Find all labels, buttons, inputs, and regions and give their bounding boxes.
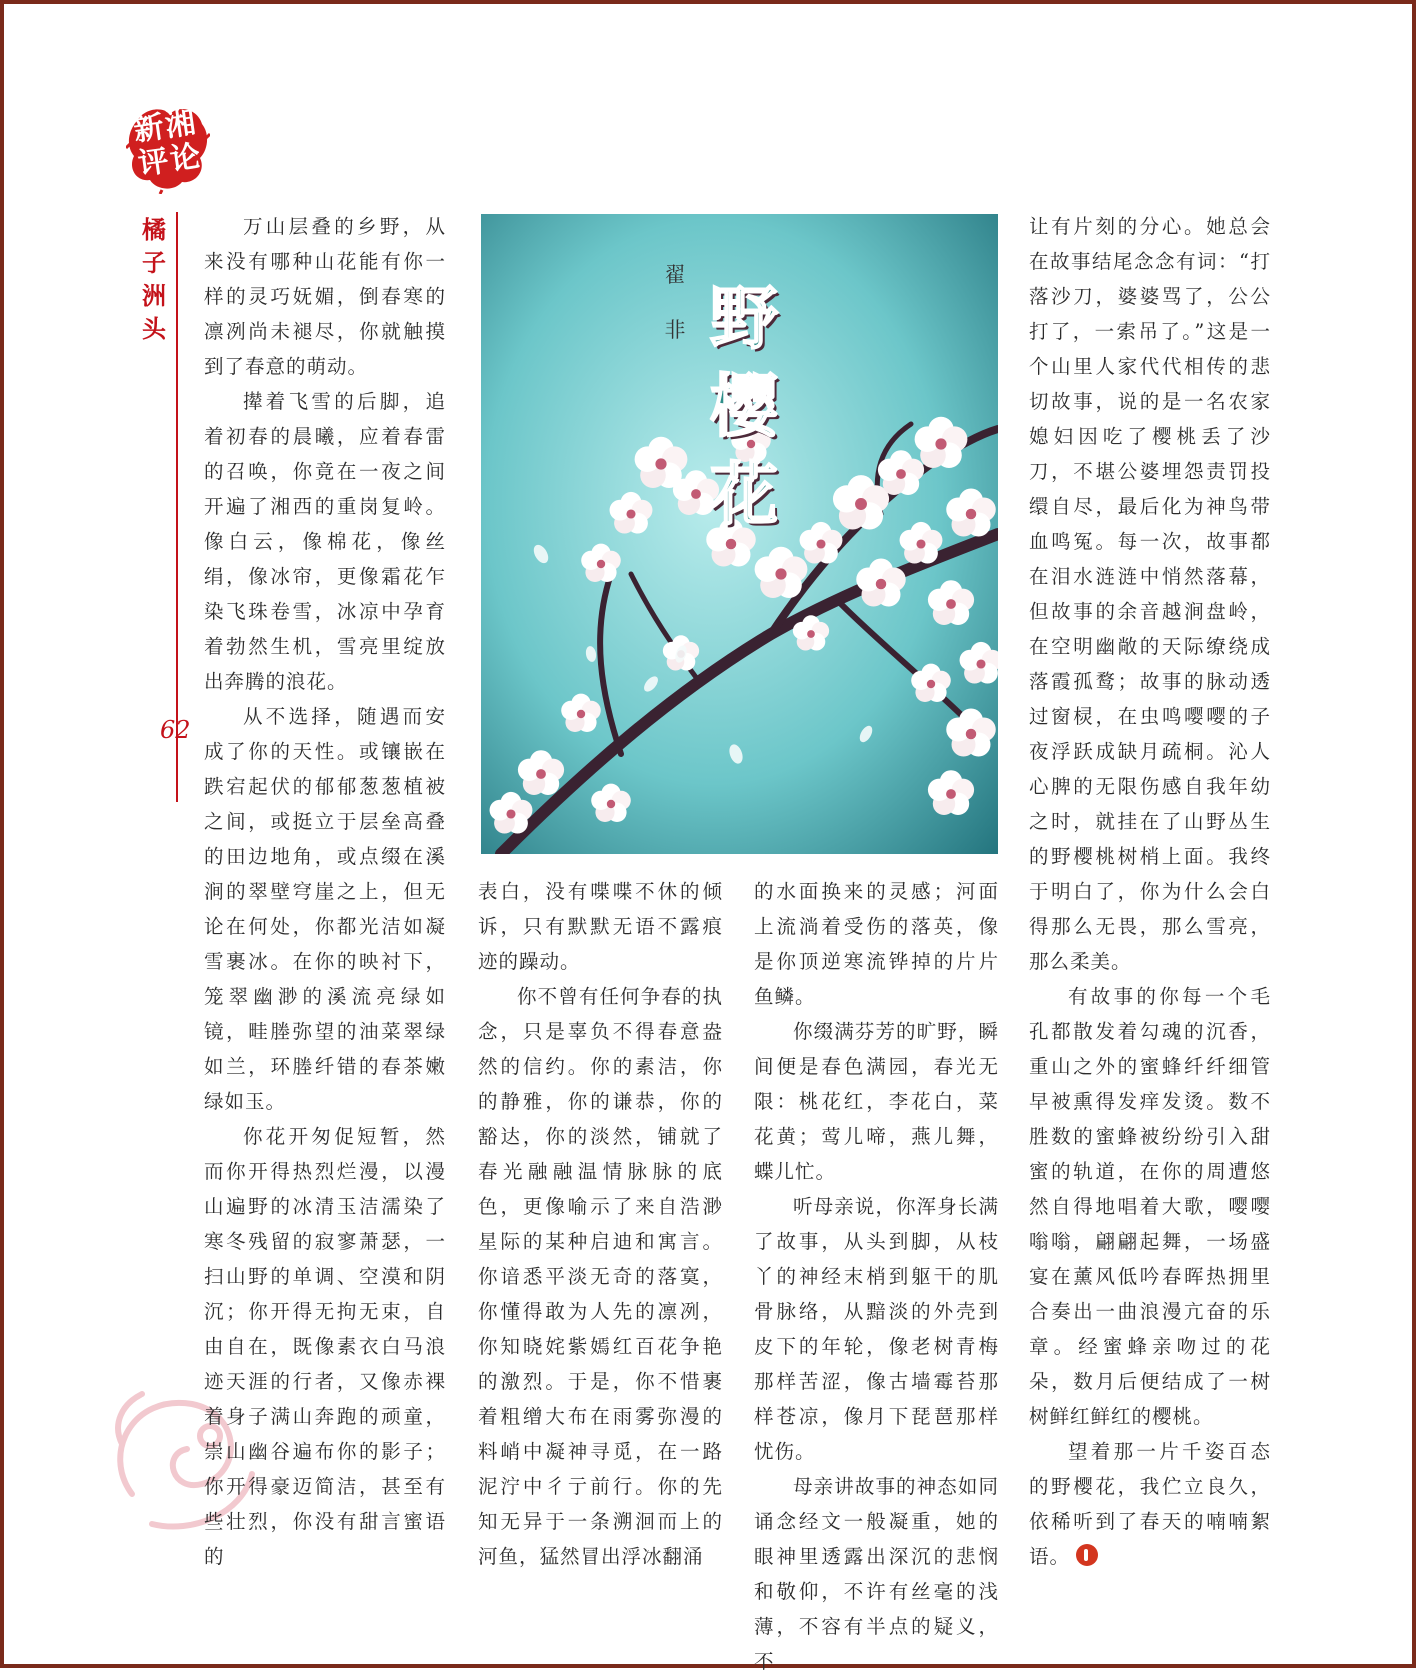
paragraph: 你花开匆促短暂，然而你开得热烈烂漫，以漫山遍野的冰清玉洁濡染了寒冬残留的寂寥萧瑟，一扫山野的单调、空漠和阴沉；你开得无拘无束，自由自在，既像素衣白马浪迹天涯的行者，又像赤裸着身子满山奔跑的顽童，崇山幽谷遍布你的影子；你开得豪迈简洁，甚至有些壮烈，你没有甜言蜜语的	[204, 1125, 446, 1568]
paragraph: 让有片刻的分心。她总会在故事结尾念念有词：“打落沙刀，婆婆骂了，公公打了，一索吊了。”这是一个山里人家代代相传的悲切故事，说的是一名农家媳妇因吃了樱桃丢了沙刀，不堪公婆埋怨责罚投缳自尽，最后化为神鸟带血鸣冤。每一次，故事都在泪水涟涟中悄然落幕，但故事的余音越涧盘岭，在空明幽敞的天际缭绕成落霞孤鹜；故事的脉动透过窗棂，在虫鸣嘤嘤的子夜浮跃成缺月疏桐。沁人心脾的无限伤感自我年幼之时，就挂在了山野丛生的野樱桃树梢上面。我终于明白了，你为什么会白得那么无畏，那么雪亮，那么柔美。	[1029, 215, 1271, 973]
logo-text: 新湘评论	[131, 104, 205, 183]
paragraph: 撵着飞雪的后脚，追着初春的晨曦，应着春雷的召唤，你竟在一夜之间开遍了湘西的重岗复岭。像白云，像棉花，像丝绢，像冰帘，更像霜花乍染飞珠卷雪，冰凉中孕育着勃然生机，雪亮里绽放出奔腾的浪花。	[204, 390, 446, 693]
paragraph: 听母亲说，你浑身长满了故事，从头到脚，从枝丫的神经末梢到躯干的肌骨脉络，从黯淡的外壳到皮下的年轮，像老树青梅那样苦涩，像古墙霉苔那样苍凉，像月下琵琶那样忧伤。	[754, 1195, 999, 1463]
page-number: 62	[160, 716, 191, 744]
article-column-2	[478, 874, 723, 1574]
article-title: 野樱花	[709, 280, 778, 535]
paragraph: 万山层叠的乡野，从来没有哪种山花能有你一样的灵巧妩媚，倒春寒的凛冽尚未褪尽，你就触摸到了春意的萌动。	[204, 215, 446, 378]
article-column-4	[1029, 209, 1271, 1574]
paragraph: 你不曾有任何争春的执念，只是辜负不得春意盎然的信约。你的素洁，你的静雅，你的谦恭，你的豁达，你的淡然，铺就了春光融融温情脉脉的底色，更像喻示了来自浩渺星际的某种启迪和寓言。你谙悉平淡无奇的落寞，你懂得敢为人先的凛冽，你知晓姹紫嫣红百花争艳的激烈。于是，你不惜裹着粗缯大布在雨雾弥漫的料峭中凝神寻觅，在一路泥泞中彳亍前行。你的先知无异于一条溯洄而上的河鱼，猛然冒出浮冰翻涌	[478, 985, 723, 1568]
paragraph: 你缀满芬芳的旷野，瞬间便是春色满园，春光无限：桃花红，李花白，菜花黄；莺儿啼，燕儿舞，蝶儿忙。	[754, 1020, 999, 1183]
paragraph: 表白，没有喋喋不休的倾诉，只有默默无语不露痕迹的躁动。	[478, 880, 723, 973]
article-column-3	[754, 874, 999, 1679]
paragraph: 的水面换来的灵感；河面上流淌着受伤的落英，像是你顶逆寒流铧掉的片片鱼鳞。	[754, 880, 999, 1008]
paragraph-last	[1029, 1434, 1271, 1574]
article-author: 翟非	[664, 263, 688, 342]
section-title: 橘子洲头	[142, 216, 166, 343]
magazine-logo	[126, 104, 210, 194]
paragraph: 有故事的你每一个毛孔都散发着勾魂的沉香，重山之外的蜜蜂纤纤细管早被熏得发痒发烫。数不胜数的蜜蜂被纷纷引入甜蜜的轨道，在你的周遭悠然自得地唱着大歌，嘤嘤嗡嗡，翩翩起舞，一场盛宴在薰风低吟春晖热拥里合奏出一曲浪漫亢奋的乐章。经蜜蜂亲吻过的花朵，数月后便结成了一树树鲜红鲜红的樱桃。	[1029, 985, 1271, 1428]
section-divider	[176, 212, 178, 802]
paragraph-last-text: 望着那一片千姿百态的野樱花，我伫立良久，依稀听到了春天的喃喃絮语。	[1029, 1440, 1271, 1568]
end-of-article-icon	[1076, 1544, 1098, 1566]
article-column-1	[204, 209, 446, 1574]
paragraph: 母亲讲故事的神态如同诵念经文一般凝重，她的眼神里透露出深沉的悲悯和敬仰，不许有丝毫的浅薄，不容有半点的疑义，不	[754, 1475, 999, 1673]
paragraph: 从不选择，随遇而安成了你的天性。或镶嵌在跌宕起伏的郁郁葱葱植被之间，或挺立于层垒高叠的田边地角，或点缀在溪涧的翠壁穹崖之上，但无论在何处，你都光洁如凝雪裹冰。在你的映衬下，笼翠幽渺的溪流亮绿如镜，畦塍弥望的油菜翠绿如兰，环塍纤错的春茶嫩绿如玉。	[204, 705, 446, 1113]
